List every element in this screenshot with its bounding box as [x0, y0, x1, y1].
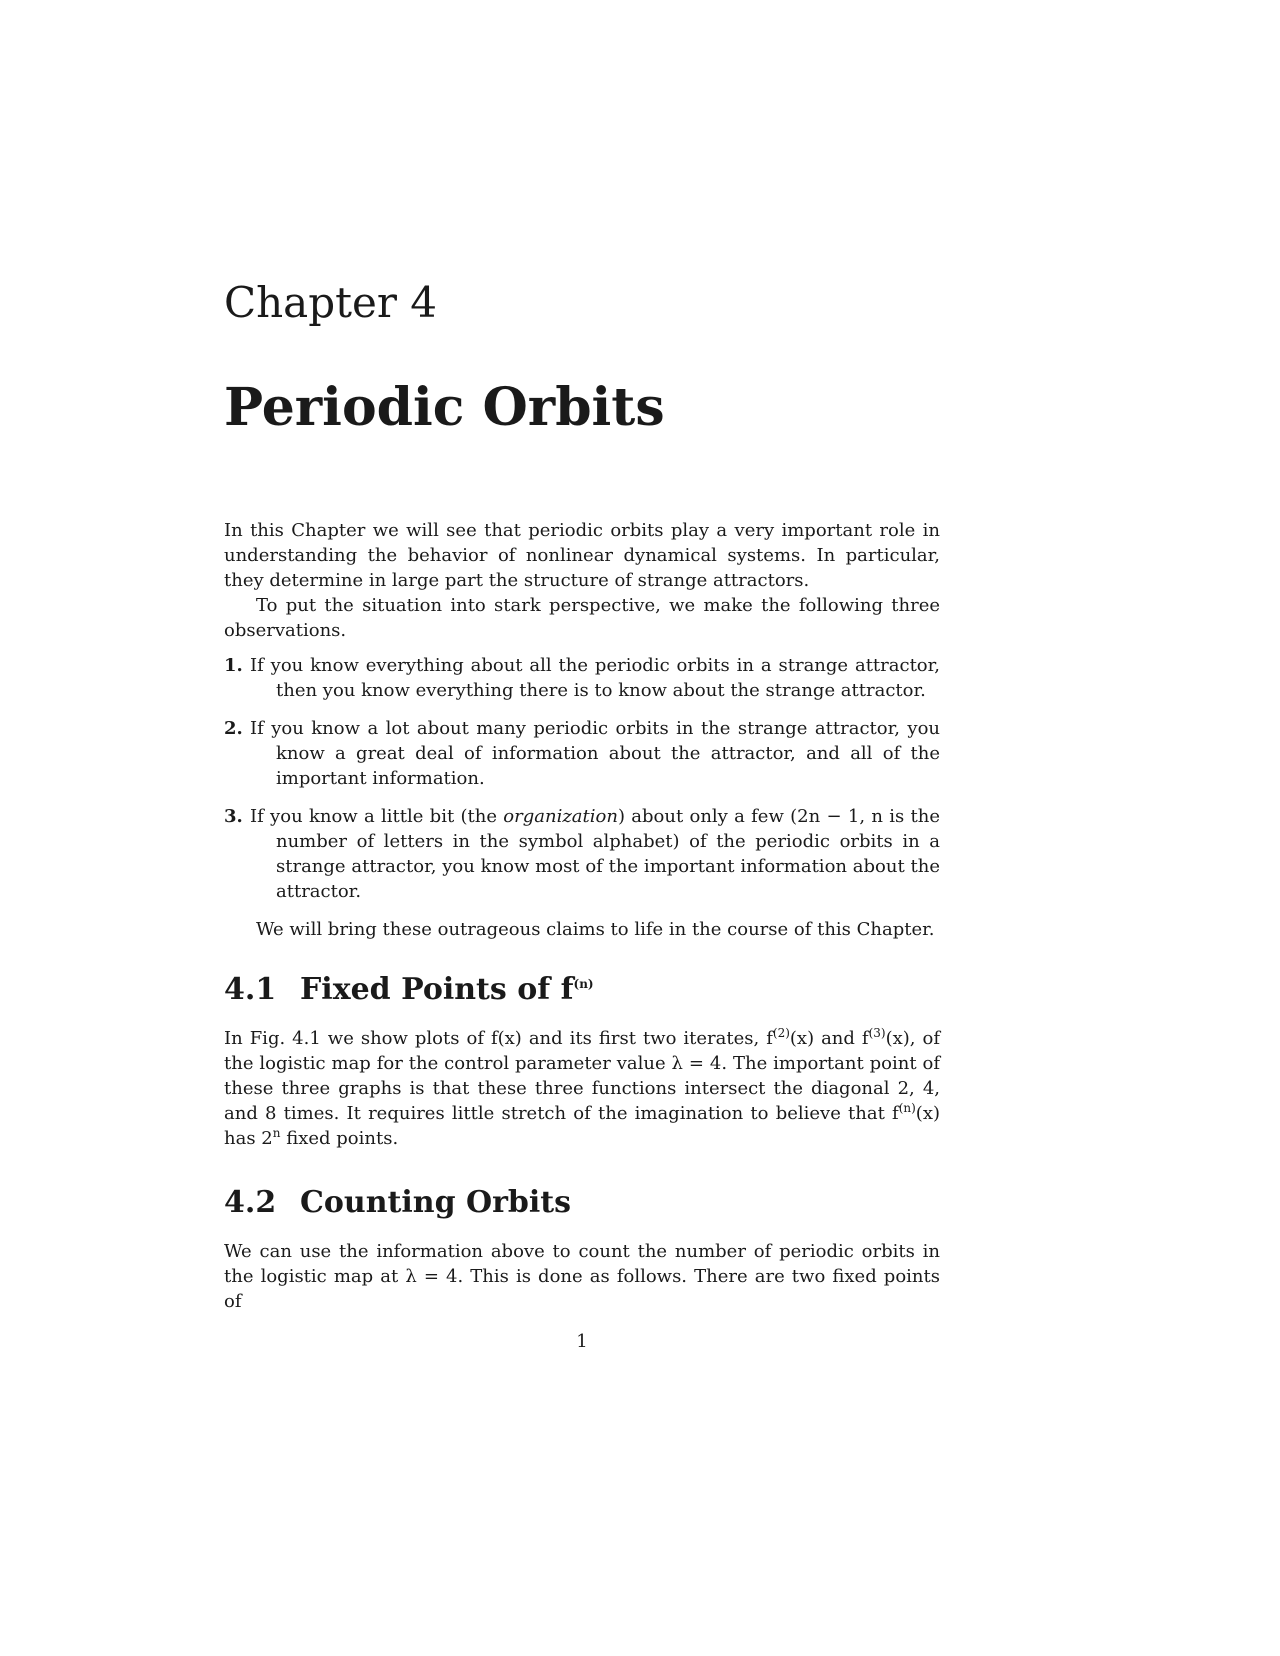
list-item [224, 804, 940, 904]
intro-paragraph-2: To put the situation into stark perspective, we make the following three observations. [224, 595, 940, 641]
superscript: n [272, 1126, 281, 1140]
text-run: In Fig. 4.1 we show plots of f(x) and its first two iterates, f [224, 1028, 773, 1049]
text-run: (x) and f [789, 1028, 869, 1049]
superscript: (n) [898, 1101, 916, 1115]
list-number: 2. [224, 718, 243, 739]
superscript: (3) [868, 1026, 886, 1040]
section-4-1-paragraph [224, 1026, 940, 1151]
section-number: 4.2 [224, 1185, 277, 1220]
list-item-text-end: ) about only a few (2n − 1, n is the number of letters in the symbol alphabet) of the periodic orbits in a strange attractor, you know most of the important information about the attractor. [276, 806, 940, 902]
closing-paragraph: We will bring these outrageous claims to life in the course of this Chapter. [256, 919, 935, 940]
section-4-2-paragraph: We can use the information above to count the number of periodic orbits in the logistic map at λ = 4. This is done as follows. There are two fixed points of [224, 1241, 940, 1312]
section-title-superscript: (n) [573, 977, 594, 991]
section-number: 4.1 [224, 972, 277, 1007]
emphasis-organization: organization [503, 806, 618, 827]
list-number: 1. [224, 655, 243, 676]
chapter-label: Chapter 4 [224, 278, 437, 327]
text-run: (x), of the logistic map for the control parameter value λ = 4. The important point of these three graphs is that these three functions intersect the diagonal 2, 4, and 8 times. It requires little stretch of the imagination to believe that f [224, 1028, 940, 1124]
list-item [224, 653, 940, 703]
text-run: (x) has 2 [224, 1103, 940, 1149]
list-item-text: If you know a lot about many periodic orbits in the strange attractor, you know a great deal of information about the attractor, and all of the important information. [250, 718, 940, 789]
list-item-text-start: If you know a little bit (the [250, 806, 504, 827]
list-number: 3. [224, 806, 243, 827]
section-heading-4-1 [224, 972, 940, 1008]
intro-paragraph: In this Chapter we will see that periodic orbits play a very important role in understanding the behavior of nonlinear dynamical systems. In particular, they determine in large part the structure of strange attractors. [224, 520, 940, 591]
list-item [224, 716, 940, 791]
list-item-text [250, 804, 940, 904]
superscript: (2) [772, 1026, 790, 1040]
section-title: Fixed Points of f [300, 972, 574, 1007]
section-heading-4-2 [224, 1185, 940, 1221]
page-number: 1 [576, 1331, 588, 1352]
observation-list [224, 653, 940, 904]
body-text [224, 518, 940, 1314]
text-run: fixed points. [280, 1128, 399, 1149]
list-item-text: If you know everything about all the periodic orbits in a strange attractor, then you know everything there is to know about the strange attractor. [250, 655, 940, 701]
section-title: Counting Orbits [300, 1185, 572, 1220]
chapter-title: Periodic Orbits [224, 377, 665, 438]
